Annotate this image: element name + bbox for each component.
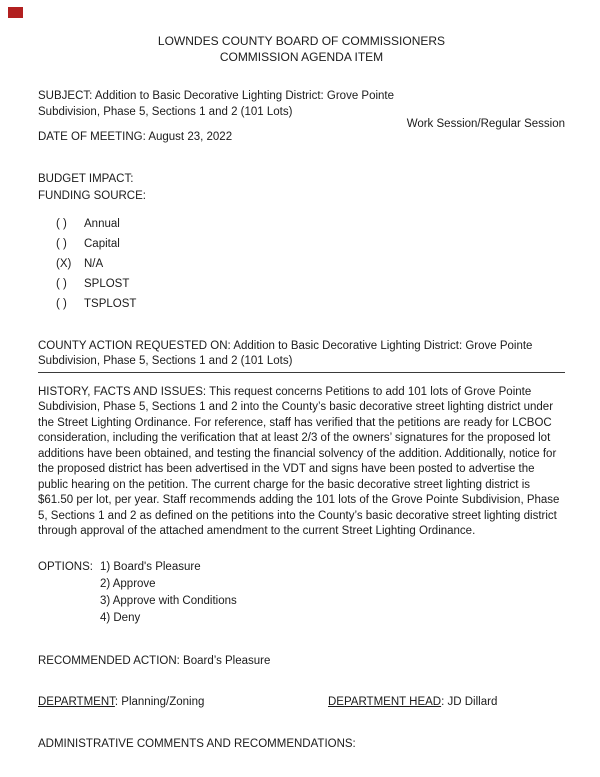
funding-options-list <box>56 217 565 313</box>
date-of-meeting: DATE OF MEETING: August 23, 2022 <box>38 131 233 144</box>
subject-session-block <box>38 89 565 146</box>
checkbox-mark-splost: ( ) <box>56 278 67 290</box>
funding-option-annual <box>56 217 565 233</box>
funding-source-label: FUNDING SOURCE: <box>38 190 146 203</box>
session-type: Work Session/Regular Session <box>406 118 565 131</box>
options-block <box>38 560 565 628</box>
funding-option-label: N/A <box>84 257 104 270</box>
funding-option-label: SPLOST <box>84 278 130 290</box>
department-head-value: : JD Dillard <box>441 696 498 709</box>
option-item-1: 1) Board's Pleasure <box>99 560 201 573</box>
document-title: LOWNDES COUNTY BOARD OF COMMISSIONERS <box>157 34 446 48</box>
checkbox-mark-annual: ( ) <box>56 217 67 230</box>
funding-option-tsplost <box>56 297 565 313</box>
department-head-field <box>328 695 565 711</box>
funding-option-label: Annual <box>84 217 120 230</box>
option-item-3: 3) Approve with Conditions <box>99 594 237 607</box>
department-row <box>38 695 565 711</box>
department-field <box>38 695 328 711</box>
funding-option-capital <box>56 237 565 253</box>
funding-option-label: Capital <box>84 237 120 250</box>
funding-option-splost <box>56 277 565 293</box>
options-label: OPTIONS: <box>38 560 93 573</box>
funding-option-na <box>56 257 565 273</box>
county-action-requested: COUNTY ACTION REQUESTED ON: Addition to Basic Decorative Lighting District: Grove Pointe Subdivision, Phase 5, Sections 1 and 2 (101 Lots) <box>38 339 533 368</box>
department-head-label: DEPARTMENT HEAD <box>328 696 442 709</box>
subject-line: SUBJECT: Addition to Basic Decorative Lighting District: Grove Pointe Subdivision, Phase 5, Sections 1 and 2 (101 Lots) <box>38 90 395 118</box>
section-divider <box>38 372 565 373</box>
checkbox-mark-tsplost: ( ) <box>56 298 67 311</box>
history-facts-issues: HISTORY, FACTS AND ISSUES: This request concerns Petitions to add 101 lots of Grove Pointe Subdivision, Phase 5, Sections 1 and 2 into the County’s basic decorative street lighting district under the Street Lighting Ordinance. For reference, staff has verified that the petitions are ready for LCBOC consideration, including the verification that at least 2/3 of the owners’ signatures for the proposed lot additions have been obtained, and testing the financial solvency of the addition. Additionally, notice for the proposed district has been advertised in the VDT and signs have been posted to advertise the public hearing on the petition. The current charge for the basic decorative street lighting district is $61.50 per lot, per year. Staff recommends adding the 101 lots of the Grove Pointe Subdivision, Phase 5, Sections 1 and 2 as defined on the petitions into the County’s basic decorative street lighting district through approval of the attached amendment to the current Street Lighting Ordinance. <box>38 385 560 538</box>
funding-option-label: TSPLOST <box>84 298 137 311</box>
document-subtitle: COMMISSION AGENDA ITEM <box>219 50 384 65</box>
option-item-4: 4) Deny <box>99 611 141 624</box>
recommended-action: RECOMMENDED ACTION: Board’s Pleasure <box>38 654 271 667</box>
checkbox-mark-capital: ( ) <box>56 237 67 250</box>
department-label: DEPARTMENT <box>38 696 115 709</box>
budget-impact-label: BUDGET IMPACT: <box>38 172 134 185</box>
options-list <box>100 560 237 628</box>
checkbox-mark-na: (X) <box>56 257 72 270</box>
option-item-2: 2) Approve <box>99 577 156 590</box>
department-value: : Planning/Zoning <box>114 696 205 709</box>
document-header <box>38 33 565 65</box>
red-corner-marker <box>8 7 23 18</box>
administrative-comments: ADMINISTRATIVE COMMENTS AND RECOMMENDATIONS: <box>38 737 356 750</box>
